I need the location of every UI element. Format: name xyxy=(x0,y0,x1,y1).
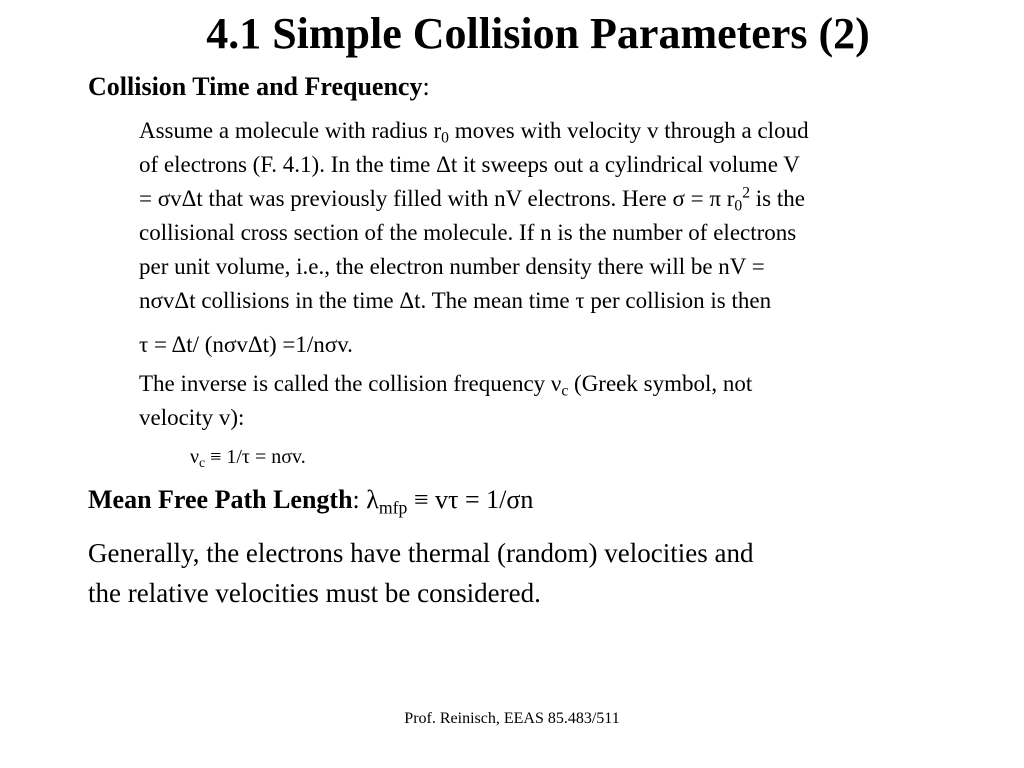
collision-frequency-paragraph xyxy=(139,367,752,435)
collision-frequency-equation xyxy=(190,442,306,472)
text-run: The inverse is called the collision frequency ν xyxy=(139,371,562,396)
subscript: c xyxy=(199,455,206,471)
paragraph-line-4: collisional cross section of the molecule. If n is the number of electrons xyxy=(139,220,797,245)
closing-paragraph xyxy=(88,533,753,613)
closing-line-2: the relative velocities must be considered. xyxy=(88,578,541,608)
closing-line-1: Generally, the electrons have thermal (random) velocities and xyxy=(88,538,754,568)
text-run: moves with velocity v through a cloud xyxy=(448,118,809,143)
text-run: ≡ 1/τ = nσv. xyxy=(205,446,306,468)
collision-paragraph xyxy=(139,114,999,318)
inverse-line-1 xyxy=(139,367,752,401)
text-run: ≡ vτ = 1/σn xyxy=(407,485,534,514)
collision-time-equation: τ = Δt/ (nσvΔt) =1/nσv. xyxy=(139,332,353,357)
text-run: λ xyxy=(366,485,379,514)
text-run: is the xyxy=(750,186,805,211)
subscript: 0 xyxy=(734,197,743,215)
mean-free-path-heading xyxy=(88,482,533,518)
mean-free-path-colon: : xyxy=(352,485,367,514)
text-run: Assume a molecule with radius r xyxy=(139,118,442,143)
superscript: 2 xyxy=(742,184,750,202)
paragraph-line-3 xyxy=(139,182,999,216)
subscript: c xyxy=(561,382,569,400)
slide-title: 4.1 Simple Collision Parameters (2) xyxy=(206,9,870,58)
paragraph-line-2: of electrons (F. 4.1). In the time Δt it sweeps out a cylindrical volume V xyxy=(139,152,800,177)
text-run: ν xyxy=(190,446,200,468)
slide-footer: Prof. Reinisch, EEAS 85.483/511 xyxy=(404,710,620,727)
paragraph-line-1 xyxy=(139,114,999,148)
mean-free-path-label: Mean Free Path Length xyxy=(88,485,353,514)
text-run: = σvΔt that was previously filled with nV electrons. Here σ = π r xyxy=(139,186,735,211)
section-heading-colon: : xyxy=(422,72,430,101)
section-heading-collision-time xyxy=(88,70,430,104)
text-run: (Greek symbol, not xyxy=(568,371,753,396)
subscript: mfp xyxy=(378,497,408,518)
inverse-line-2: velocity v): xyxy=(139,405,245,430)
paragraph-line-6: nσvΔt collisions in the time Δt. The mean time τ per collision is then xyxy=(139,288,772,313)
subscript: 0 xyxy=(441,129,449,147)
paragraph-line-5: per unit volume, i.e., the electron number density there will be nV = xyxy=(139,254,765,279)
section-heading-text: Collision Time and Frequency xyxy=(88,72,423,101)
